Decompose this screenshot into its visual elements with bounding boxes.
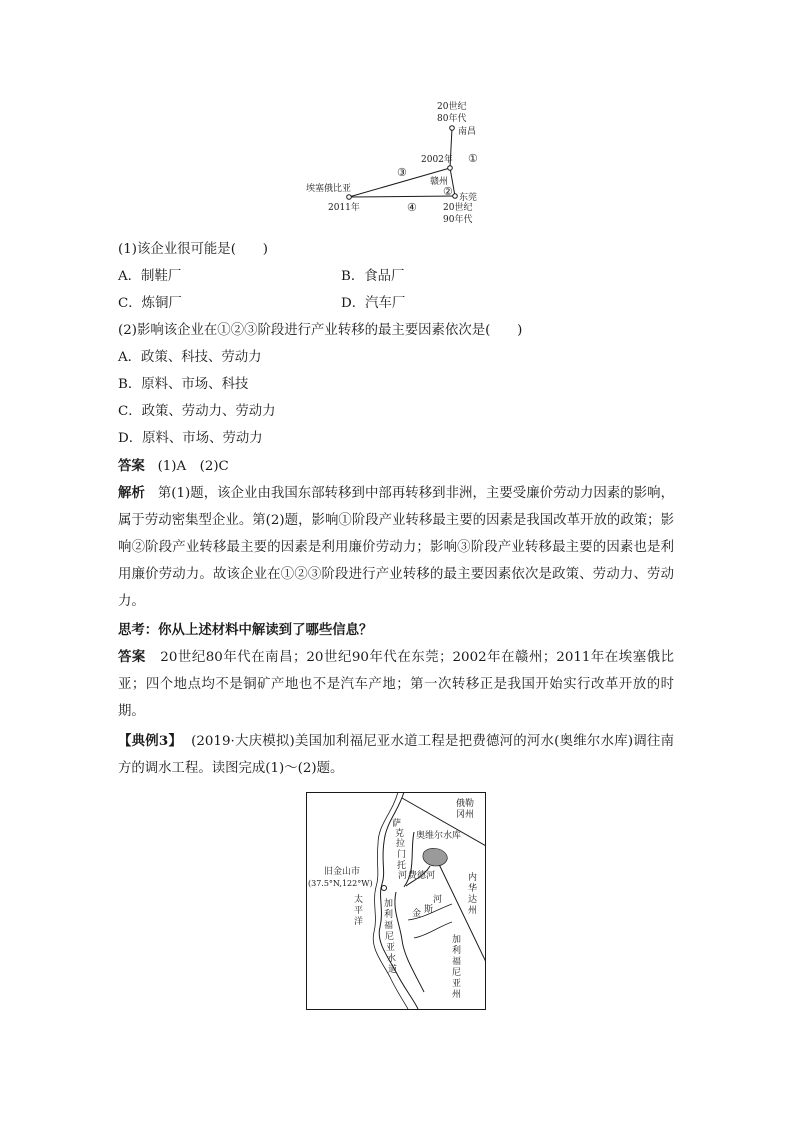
- example-3-paragraph: [118, 728, 674, 782]
- nevada-char-1: 内: [468, 873, 478, 883]
- sacramento-char-2: 克: [395, 829, 405, 839]
- oregon-char-1: 俄: [456, 799, 466, 809]
- label-year2002: 2002年: [421, 155, 453, 165]
- answer-1-label: 答案: [118, 458, 145, 474]
- question-2-option-c: C．政策、劳动力、劳动力: [118, 404, 276, 419]
- question-2-option-d: D．原料、市场、劳动力: [118, 431, 263, 446]
- kings-char-1: 金: [412, 909, 422, 919]
- sf-coord-label: (37.5°N,122°W): [308, 879, 373, 888]
- label-1990s-a: 20世纪: [443, 203, 473, 213]
- question-1-option-c: C．炼铜厂: [118, 296, 182, 311]
- example-3-text: (2019·大庆模拟)美国加利福尼亚水道工程是把费德河的河水(奥维尔水库)调往南方的调水工程。读图完成(1)～(2)题。: [118, 734, 674, 776]
- kings-char-3: 河: [433, 895, 443, 905]
- point-dongguan: [453, 194, 458, 199]
- aqueduct-char-6: 水: [387, 954, 397, 964]
- label-1980s-b: 80年代: [437, 114, 467, 124]
- california-char-4: 尼: [452, 968, 462, 978]
- example-3-label: 【典例3】: [118, 733, 183, 749]
- sf-label: 旧金山市: [324, 867, 361, 877]
- pacific-char-2: 平: [354, 906, 364, 916]
- point-nanchang: [450, 126, 455, 131]
- california-char-5: 亚: [452, 979, 462, 989]
- oroville-label: 奥维尔水库: [416, 831, 462, 841]
- california-char-6: 州: [452, 990, 462, 1000]
- aqueduct-char-4: 尼: [385, 932, 395, 942]
- label-circle2: ②: [443, 185, 453, 198]
- label-1990s-b: 90年代: [443, 215, 473, 225]
- route-dongguan-ethiopia: [349, 196, 455, 197]
- label-circle4: ④: [407, 201, 417, 214]
- label-circle3: ③: [397, 166, 407, 179]
- sacramento-char-1: 萨: [392, 819, 402, 829]
- oregon-char-4: 州: [465, 810, 475, 820]
- pacific-char-1: 太: [354, 895, 364, 905]
- kings-char-2: 斯: [424, 905, 434, 915]
- nevada-char-3: 达: [468, 895, 478, 905]
- sacramento-char-6: 河: [398, 871, 408, 881]
- oregon-char-2: 勒: [465, 799, 475, 809]
- oregon-char-3: 冈: [456, 810, 466, 820]
- question-2-option-b: B．原料、市场、科技: [118, 377, 249, 392]
- california-aqueduct-map: [306, 792, 486, 1010]
- question-1-option-a: A．制鞋厂: [118, 269, 182, 284]
- question-1-stem: (1)该企业很可能是( ): [118, 242, 268, 257]
- aqueduct-char-5: 亚: [386, 943, 396, 953]
- label-dongguan: 东莞: [459, 193, 478, 203]
- california-char-2: 利: [452, 946, 462, 956]
- answer-1: [118, 456, 229, 477]
- sacramento-char-3: 拉: [396, 839, 406, 849]
- analysis-text: 第(1)题，该企业由我国东部转移到中部再转移到非洲，主要受廉价劳动力因素的影响，属于劳动密集型企业。第(2)题，影响①阶段产业转移最主要的因素是我国改革开放的政策；影响②阶段产业转移最主要的因素是利用廉价劳动力；影响③阶段产业转移最主要的因素也是利用廉价劳动力。故该企业在①②③阶段进行产业转移的最主要因素依次是政策、劳动力、劳动力。: [118, 486, 675, 609]
- label-circle1: ①: [468, 152, 478, 165]
- label-year2011: 2011年: [328, 203, 360, 213]
- label-ganzhou: 赣州: [430, 177, 449, 187]
- california-char-1: 加: [452, 935, 462, 945]
- aqueduct-char-3: 福: [384, 921, 394, 931]
- question-2-option-a: A．政策、科技、劳动力: [118, 350, 262, 365]
- point-ganzhou: [448, 166, 453, 171]
- california-char-3: 福: [452, 957, 462, 967]
- label-ethiopia: 埃塞俄比亚: [306, 184, 352, 194]
- nevada-char-4: 州: [468, 906, 478, 916]
- question-1-option-d: D．汽车厂: [341, 296, 406, 311]
- analysis-label: 解析: [118, 485, 145, 501]
- answer-1-text: (1)A (2)C: [157, 459, 229, 474]
- sacramento-char-5: 托: [397, 861, 407, 871]
- answer-2-label: 答案: [118, 649, 146, 665]
- answer-2-text: 20世纪80年代在南昌；20世纪90年代在东莞；2002年在赣州；2011年在埃塞俄比亚；四个地点均不是铜矿产地也不是汽车产地；第一次转移正是我国开始实行改革开放的时期。: [118, 650, 675, 719]
- sf-marker: [382, 886, 387, 891]
- transfer-route-map: [300, 96, 520, 230]
- pacific-char-3: 洋: [354, 917, 364, 927]
- aqueduct-char-1: 加: [384, 899, 394, 909]
- think-question: 思考：你从上述材料中解读到了哪些信息？: [118, 622, 373, 638]
- aqueduct-char-7: 道: [388, 965, 398, 975]
- aqueduct-char-2: 利: [384, 910, 394, 920]
- feather-label: 费德河: [408, 871, 436, 881]
- point-ethiopia: [347, 195, 352, 200]
- label-1980s-a: 20世纪: [437, 102, 467, 112]
- answer-2-paragraph: [118, 644, 674, 725]
- analysis-paragraph: [118, 480, 674, 615]
- sacramento-char-4: 门: [397, 850, 407, 860]
- label-nanchang: 南昌: [458, 127, 477, 137]
- nevada-char-2: 华: [468, 884, 478, 894]
- question-2-stem: (2)影响该企业在①②③阶段进行产业转移的最主要因素依次是( ): [118, 323, 523, 338]
- question-1-option-b: B．食品厂: [341, 269, 405, 284]
